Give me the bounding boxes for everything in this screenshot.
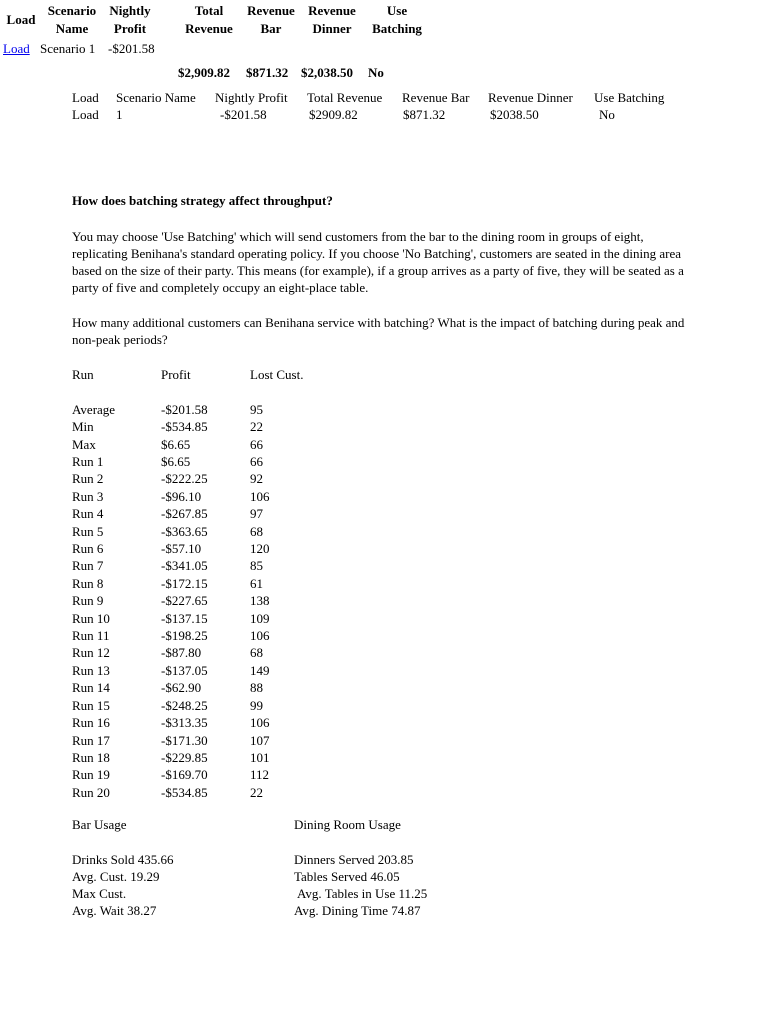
run-profit: -$96.10 [161, 488, 202, 504]
run-lost-customers: 68 [250, 645, 263, 661]
run-label: Run 16 [72, 715, 110, 731]
run-lost-customers: 22 [250, 784, 263, 800]
summary-header-revenue-bar: Revenue Bar [402, 90, 470, 105]
run-label: Run 18 [72, 749, 110, 765]
run-label: Min [72, 419, 94, 435]
runs-header-profit: Profit [161, 367, 191, 382]
runs-row [72, 418, 303, 435]
cell-revenue-bar: $871.32 [246, 65, 289, 80]
runs-row [72, 488, 303, 505]
run-lost-customers: 107 [250, 732, 270, 748]
run-label: Run 11 [72, 628, 110, 644]
avg-cust: Avg. Cust. 19.29 [72, 869, 160, 884]
runs-row [72, 453, 303, 470]
cell-use-batching: No [368, 65, 384, 80]
run-lost-customers: 106 [250, 488, 270, 504]
avg-dining-time: Avg. Dining Time 74.87 [294, 903, 421, 918]
run-profit: -$169.70 [161, 767, 208, 783]
runs-row [72, 592, 303, 609]
runs-header-run: Run [72, 367, 94, 382]
dinners-served: Dinners Served 203.85 [294, 852, 414, 867]
summary-cell-revenue-dinner: $2038.50 [490, 107, 539, 122]
run-profit: -$267.85 [161, 506, 208, 522]
runs-row [72, 679, 303, 696]
runs-row [72, 436, 303, 453]
header-revenue-dinner: Revenue Dinner [308, 3, 356, 36]
run-lost-customers: 92 [250, 471, 263, 487]
run-lost-customers: 138 [250, 593, 270, 609]
runs-row [72, 505, 303, 522]
runs-row [72, 523, 303, 540]
run-lost-customers: 99 [250, 697, 263, 713]
runs-spacer-row [72, 383, 303, 400]
run-label: Run 14 [72, 680, 110, 696]
run-label: Run 7 [72, 558, 104, 574]
summary-header-scenario-name: Scenario Name [116, 90, 196, 105]
header-use-batching: Use Batching [372, 3, 422, 36]
summary-cell-load: Load [72, 107, 99, 122]
run-lost-customers: 97 [250, 506, 263, 522]
summary-header-load: Load [72, 90, 99, 105]
summary-cell-revenue-bar: $871.32 [403, 107, 446, 122]
question-paragraph: How many additional customers can Benihana service with batching? What is the impact of batching during peak and non-peak periods? [72, 315, 685, 347]
run-profit: -$201.58 [161, 401, 208, 417]
dining-usage-title: Dining Room Usage [294, 817, 401, 832]
run-profit: -$62.90 [161, 680, 202, 696]
run-label: Run 13 [72, 662, 110, 678]
runs-row [72, 714, 303, 731]
run-profit: -$229.85 [161, 749, 208, 765]
run-label: Average [72, 401, 116, 417]
summary-header-revenue-dinner: Revenue Dinner [488, 90, 573, 105]
run-profit: -$363.65 [161, 523, 208, 539]
run-profit: -$248.25 [161, 697, 208, 713]
cell-scenario-name: Scenario 1 [40, 41, 96, 56]
batching-paragraph: You may choose 'Use Batching' which will send customers from the bar to the dining room in groups of eight, replicating Benihana's standard operating policy. If you choose 'No Batching', customers are seated in the dining area based on the size of their party. This means (for example), if a group arrives as a party of five, they will be seated as a party of five and completely occupy an eight-place table. [72, 229, 684, 295]
run-profit: -$534.85 [161, 784, 208, 800]
runs-header-row [72, 366, 303, 383]
summary-cell-nightly-profit: -$201.58 [220, 107, 267, 122]
run-profit: $6.65 [161, 454, 191, 470]
runs-row [72, 540, 303, 557]
run-lost-customers: 101 [250, 749, 270, 765]
run-lost-customers: 88 [250, 680, 263, 696]
header-load: Load [6, 12, 36, 27]
runs-row [72, 766, 303, 783]
run-label: Run 17 [72, 732, 110, 748]
summary-header-total-revenue: Total Revenue [307, 90, 383, 105]
runs-row [72, 470, 303, 487]
run-profit: -$227.65 [161, 593, 208, 609]
run-label: Run 20 [72, 784, 110, 800]
runs-header-lost: Lost Cust. [250, 367, 304, 382]
summary-header-use-batching: Use Batching [594, 90, 665, 105]
run-profit: -$172.15 [161, 575, 208, 591]
run-profit: -$341.05 [161, 558, 208, 574]
avg-wait: Avg. Wait 38.27 [72, 903, 157, 918]
run-profit: -$313.35 [161, 715, 208, 731]
runs-row [72, 575, 303, 592]
run-lost-customers: 106 [250, 628, 270, 644]
run-label: Run 8 [72, 575, 104, 591]
run-label: Run 12 [72, 645, 110, 661]
cell-revenue-dinner: $2,038.50 [301, 65, 353, 80]
run-lost-customers: 112 [250, 767, 270, 783]
runs-row [72, 401, 303, 418]
run-profit: -$171.30 [161, 732, 208, 748]
header-nightly-profit: Nightly Profit [109, 3, 151, 36]
run-label: Run 5 [72, 523, 104, 539]
run-label: Run 15 [72, 697, 110, 713]
runs-row [72, 610, 303, 627]
run-profit: -$198.25 [161, 628, 208, 644]
header-revenue-bar: Revenue Bar [247, 3, 295, 36]
run-label: Run 3 [72, 488, 104, 504]
load-link[interactable]: Load [3, 41, 30, 56]
run-profit: -$137.15 [161, 610, 208, 626]
run-profit: -$87.80 [161, 645, 202, 661]
summary-cell-total-revenue: $2909.82 [309, 107, 358, 122]
run-lost-customers: 149 [250, 662, 270, 678]
avg-tables-in-use: Avg. Tables in Use 11.25 [297, 886, 428, 901]
run-lost-customers: 85 [250, 558, 263, 574]
tables-served: Tables Served 46.05 [294, 869, 400, 884]
section-heading: How does batching strategy affect throughput? [72, 193, 333, 208]
run-profit: $6.65 [161, 436, 191, 452]
run-label: Run 4 [72, 506, 104, 522]
drinks-sold: Drinks Sold 435.66 [72, 852, 174, 867]
runs-row [72, 732, 303, 749]
run-lost-customers: 61 [250, 575, 263, 591]
max-cust: Max Cust. [72, 886, 127, 901]
run-label: Run 1 [72, 454, 104, 470]
runs-row [72, 644, 303, 661]
summary-header-nightly-profit: Nightly Profit [215, 90, 288, 105]
runs-row [72, 557, 303, 574]
run-profit: -$57.10 [161, 541, 202, 557]
run-lost-customers: 109 [250, 610, 270, 626]
run-label: Max [72, 436, 96, 452]
cell-total-revenue: $2,909.82 [178, 65, 230, 80]
runs-table [72, 366, 303, 801]
runs-row [72, 697, 303, 714]
run-lost-customers: 120 [250, 541, 270, 557]
run-label: Run 10 [72, 610, 110, 626]
run-lost-customers: 68 [250, 523, 263, 539]
run-label: Run 2 [72, 471, 104, 487]
bar-usage-title: Bar Usage [72, 817, 127, 832]
run-lost-customers: 22 [250, 419, 263, 435]
run-profit: -$137.05 [161, 662, 208, 678]
run-lost-customers: 95 [250, 401, 263, 417]
runs-row [72, 749, 303, 766]
run-label: Run 6 [72, 541, 104, 557]
run-label: Run 19 [72, 767, 110, 783]
cell-nightly-profit: -$201.58 [108, 41, 155, 56]
run-lost-customers: 106 [250, 715, 270, 731]
runs-row [72, 662, 303, 679]
run-profit: -$222.25 [161, 471, 208, 487]
run-profit: -$534.85 [161, 419, 208, 435]
summary-cell-use-batching: No [599, 107, 615, 122]
header-total-revenue: Total Revenue [185, 3, 233, 36]
run-lost-customers: 66 [250, 454, 263, 470]
runs-row [72, 784, 303, 801]
header-scenario-name: Scenario Name [47, 3, 97, 36]
run-label: Run 9 [72, 593, 104, 609]
run-lost-customers: 66 [250, 436, 263, 452]
summary-cell-scenario-name: 1 [116, 107, 123, 122]
runs-row [72, 627, 303, 644]
